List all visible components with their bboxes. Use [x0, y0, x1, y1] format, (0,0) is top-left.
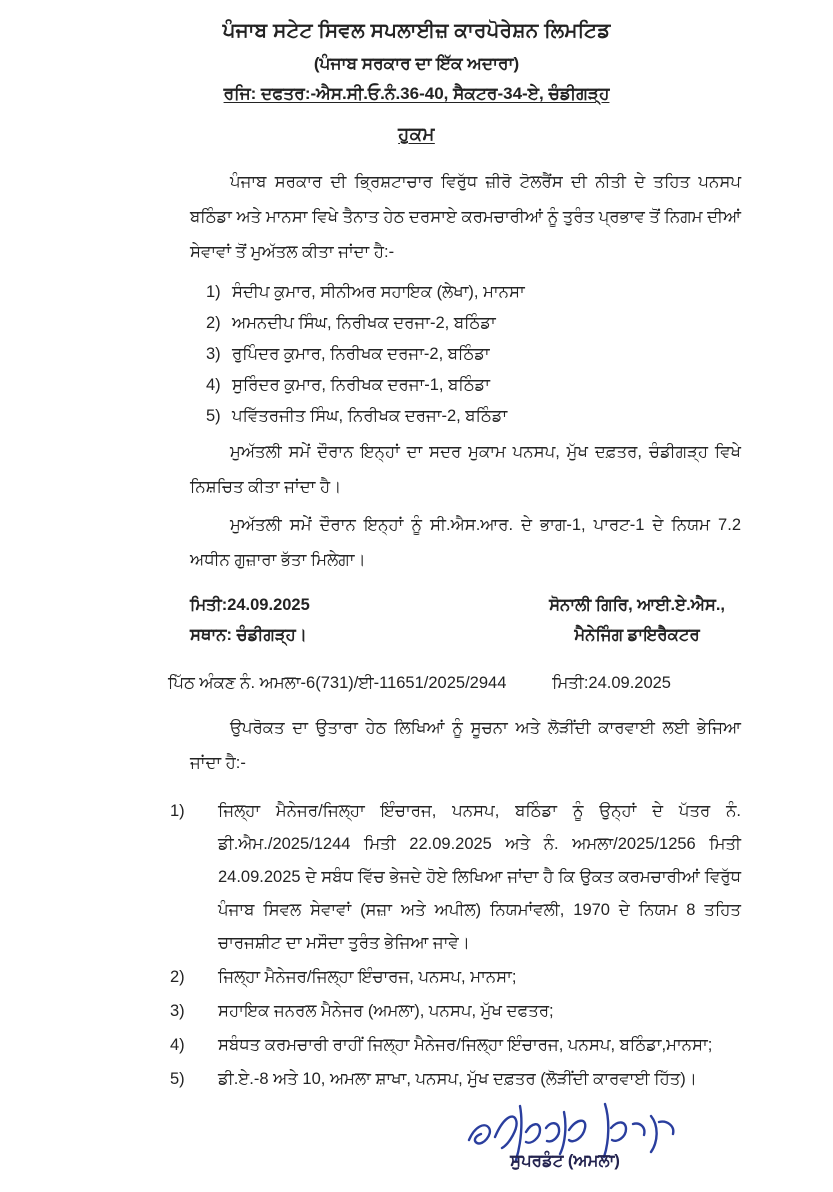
recipient-list-item [170, 961, 741, 994]
recipient-list-item [170, 795, 741, 960]
signature-block [445, 1100, 715, 1192]
recipient-detail: ਸਬੰਧਤ ਕਰਮਚਾਰੀ ਰਾਹੀਂ ਜਿਲ੍ਹਾ ਮੈਨੇਜਰ/ਜਿਲ੍ਹਾ ਇੰਚਾਰਜ, ਪਨਸਪ, ਬਠਿੰਡਾ,ਮਾਨਸਾ; [218, 1036, 713, 1054]
list-item-number: 3) [206, 345, 221, 363]
headquarters-paragraph: ਮੁਅੱਤਲੀ ਸਮੇਂ ਦੌਰਾਨ ਇਨ੍ਹਾਂ ਦਾ ਸਦਰ ਮੁਕਾਮ ਪਨਸਪ, ਮੁੱਖ ਦਫ਼ਤਰ, ਚੰਡੀਗੜ੍ਹ ਵਿਖੇ ਨਿਸ਼ਚਿਤ ਕੀਤਾ ਜਾਂਦਾ ਹੈ। [190, 443, 741, 496]
organization-name: ਪੰਜਾਬ ਸਟੇਟ ਸਿਵਲ ਸਪਲਾਈਜ਼ ਕਾਰਪੋਰੇਸ਼ਨ ਲਿਮਟਿਡ [222, 20, 611, 42]
recipient-list-item [170, 995, 741, 1028]
order-title: ਹੁਕਮ [398, 124, 435, 144]
employee-list-item [206, 277, 741, 307]
recipient-detail: ਜਿਲ੍ਹਾ ਮੈਨੇਜਰ/ਜਿਲ੍ਹਾ ਇੰਚਾਰਜ, ਪਨਸਪ, ਮਾਨਸਾ; [218, 968, 517, 986]
list-item-number: 2) [206, 314, 221, 332]
employee-list-item [206, 339, 741, 369]
endorsement-date: ਮਿਤੀ:24.09.2025 [552, 674, 671, 692]
employee-detail: ਰੁਪਿੰਦਰ ਕੁਮਾਰ, ਨਿਰੀਖਕ ਦਰਜਾ-2, ਬਠਿੰਡਾ [232, 345, 490, 363]
recipient-detail: ਡੀ.ਏ.-8 ਅਤੇ 10, ਅਮਲਾ ਸ਼ਾਖਾ, ਪਨਸਪ, ਮੁੱਖ ਦਫ਼ਤਰ (ਲੋੜੀਂਦੀ ਕਾਰਵਾਈ ਹਿੱਤ)। [218, 1070, 697, 1088]
list-item-number: 5) [206, 407, 221, 425]
intro-paragraph: ਪੰਜਾਬ ਸਰਕਾਰ ਦੀ ਭ੍ਰਿਸ਼ਟਾਚਾਰ ਵਿਰੁੱਧ ਜ਼ੀਰੋ ਟੋਲਰੈਂਸ ਦੀ ਨੀਤੀ ਦੇ ਤਹਿਤ ਪਨਸਪ ਬਠਿੰਡਾ ਅਤੇ ਮਾਨਸਾ ਵਿਖੇ ਤੈਨਾਤ ਹੇਠ ਦਰਸਾਏ ਕਰਮਚਾਰੀਆਂ ਨੂੰ ਤੁਰੰਤ ਪ੍ਰਭਾਵ ਤੋਂ ਨਿਗਮ ਦੀਆਂ ਸੇਵਾਵਾਂ ਤੋਂ ਮੁਅੱਤਲ ਕੀਤਾ ਜਾਂਦਾ ਹੈ:- [190, 173, 741, 261]
recipient-list-item [170, 1063, 741, 1096]
list-item-number: 1) [206, 283, 221, 301]
endorsement-reference-row [168, 674, 741, 693]
signatory-block [549, 590, 725, 650]
letterhead [0, 20, 833, 145]
signatory-title: ਮੈਨੇਜਿੰਗ ਡਾਇਰੈਕਟਰ [574, 626, 700, 644]
list-item-number: 5) [170, 1070, 185, 1088]
order-place: ਸਥਾਨ: ਚੰਡੀਗੜ੍ਹ। [190, 626, 307, 644]
signoff-block [190, 590, 741, 650]
recipient-list-item [170, 1029, 741, 1062]
employee-list-item [206, 308, 741, 338]
forwarding-line: ਉਪਰੋਕਤ ਦਾ ਉਤਾਰਾ ਹੇਠ ਲਿਖਿਆਂ ਨੂੰ ਸੂਚਨਾ ਅਤੇ ਲੋੜੀਂਦੀ ਕਾਰਵਾਈ ਲਈ ਭੇਜਿਆ ਜਾਂਦਾ ਹੈ:- [190, 719, 741, 772]
list-item-number: 1) [170, 802, 185, 820]
employee-detail: ਸੁਰਿੰਦਰ ਕੁਮਾਰ, ਨਿਰੀਖਕ ਦਰਜਾ-1, ਬਠਿੰਡਾ [232, 376, 490, 394]
allowance-paragraph: ਮੁਅੱਤਲੀ ਸਮੇਂ ਦੌਰਾਨ ਇਨ੍ਹਾਂ ਨੂੰ ਸੀ.ਐਸ.ਆਰ. ਦੇ ਭਾਗ-1, ਪਾਰਟ-1 ਦੇ ਨਿਯਮ 7.2 ਅਧੀਨ ਗੁਜ਼ਾਰਾ ਭੱਤਾ ਮਿਲੇਗਾ। [190, 516, 741, 569]
date-place-block [190, 590, 310, 650]
list-item-number: 3) [170, 1002, 185, 1020]
document-body [0, 165, 833, 1192]
endorsement-number: ਪਿੱਠ ਅੰਕਣ ਨੰ. ਅਮਲਾ-6(731)/ਈ-11651/2025/2944 [168, 674, 507, 692]
signatory-name: ਸੋਨਾਲੀ ਗਿਰਿ, ਆਈ.ਏ.ਐਸ., [549, 596, 725, 614]
list-item-number: 4) [170, 1036, 185, 1054]
employee-detail: ਪਵਿੱਤਰਜੀਤ ਸਿੰਘ, ਨਿਰੀਖਕ ਦਰਜਾ-2, ਬਠਿੰਡਾ [232, 407, 508, 425]
signature-designation: ਸੁਪਰਡੰਟ (ਅਮਲਾ) [510, 1152, 620, 1170]
employee-list-item [206, 401, 741, 431]
employee-detail: ਅਮਨਦੀਪ ਸਿੰਘ, ਨਿਰੀਖਕ ਦਰਜਾ-2, ਬਠਿੰਡਾ [232, 314, 496, 332]
registered-office-line: ਰਜਿ: ਦਫਤਰ:-ਐਸ.ਸੀ.ਓ.ਨੰ.36-40, ਸੈਕਟਰ-34-ਏ, ਚੰਡੀਗੜ੍ਹ [223, 84, 610, 103]
order-date: ਮਿਤੀ:24.09.2025 [190, 596, 310, 614]
employee-detail: ਸੰਦੀਪ ਕੁਮਾਰ, ਸੀਨੀਅਰ ਸਹਾਇਕ (ਲੇਖਾ), ਮਾਨਸਾ [232, 283, 525, 301]
recipient-detail: ਸਹਾਇਕ ਜਨਰਲ ਮੈਨੇਜਰ (ਅਮਲਾ), ਪਨਸਪ, ਮੁੱਖ ਦਫਤਰ; [218, 1002, 554, 1020]
list-item-number: 4) [206, 376, 221, 394]
suspended-employees-list [206, 277, 741, 431]
list-item-number: 2) [170, 968, 185, 986]
recipients-list [170, 795, 741, 1096]
employee-list-item [206, 370, 741, 400]
organization-subtitle: (ਪੰਜਾਬ ਸਰਕਾਰ ਦਾ ਇੱਕ ਅਦਾਰਾ) [313, 54, 520, 73]
recipient-detail: ਜਿਲ੍ਹਾ ਮੈਨੇਜਰ/ਜਿਲ੍ਹਾ ਇੰਚਾਰਜ, ਪਨਸਪ, ਬਠਿੰਡਾ ਨੂੰ ਉਨ੍ਹਾਂ ਦੇ ਪੱਤਰ ਨੰ. ਡੀ.ਐਮ./2025/1244 ਮਿਤੀ 22.09.2025 ਅਤੇ ਨੰ. ਅਮਲਾ/2025/1256 ਮਿਤੀ 24.09.2025 ਦੇ ਸਬੰਧ ਵਿੱਚ ਭੇਜਦੇ ਹੋਏ ਲਿਖਿਆ ਜਾਂਦਾ ਹੈ ਕਿ ਉਕਤ ਕਰਮਚਾਰੀਆਂ ਵਿਰੁੱਧ ਪੰਜਾਬ ਸਿਵਲ ਸੇਵਾਵਾਂ (ਸਜ਼ਾ ਅਤੇ ਅਪੀਲ) ਨਿਯਮਾਂਵਲੀ, 1970 ਦੇ ਨਿਯਮ 8 ਤਹਿਤ ਚਾਰਜਸ਼ੀਟ ਦਾ ਮਸੌਦਾ ਤੁਰੰਤ ਭੇਜਿਆ ਜਾਵੇ। [218, 802, 741, 952]
